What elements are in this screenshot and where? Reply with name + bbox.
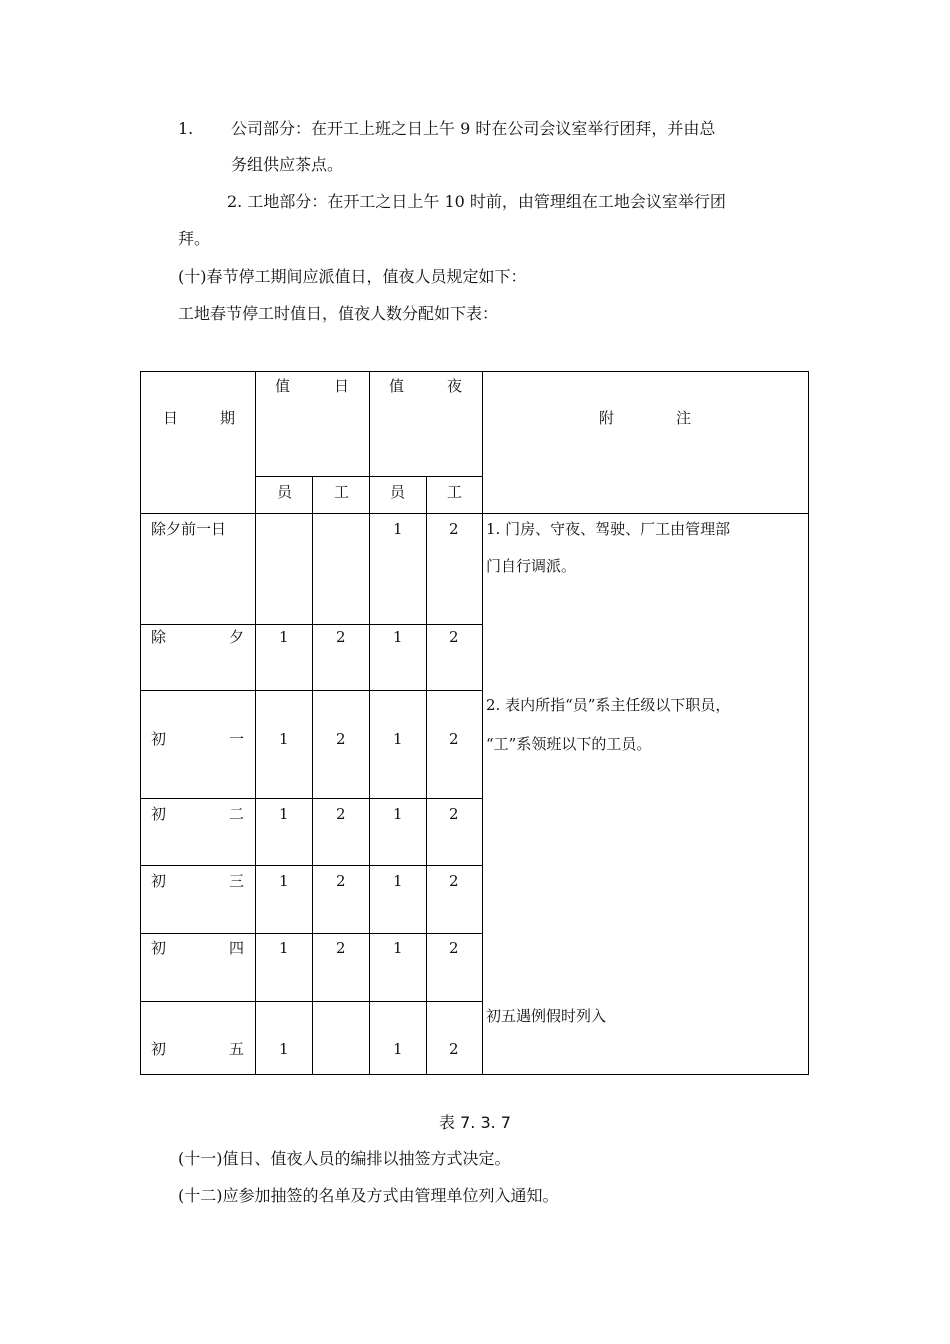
item1-number: 1. xyxy=(178,119,194,138)
table-row-2-date-b: 一 xyxy=(229,730,245,748)
table-row-6-day-staff: 1 xyxy=(279,1040,289,1058)
header-date-a: 日 xyxy=(163,409,179,427)
table-row-6-date-b: 五 xyxy=(229,1040,245,1058)
item2-line1: 2. 工地部分：在开工之日上午 10 时前，由管理组在工地会议室举行团 xyxy=(227,192,726,211)
table-row-2-night-staff: 1 xyxy=(393,730,403,748)
header-day-b: 日 xyxy=(334,377,350,395)
table-row-6-date-a: 初 xyxy=(151,1040,167,1058)
table-row-2-night-worker: 2 xyxy=(449,730,459,748)
table-row-5-date-b: 四 xyxy=(229,939,245,957)
header-notes-b: 注 xyxy=(676,409,692,427)
table-intro: 工地春节停工时值日，值夜人数分配如下表： xyxy=(178,304,499,323)
header-night-a: 值 xyxy=(389,377,405,395)
note1-line2: 门自行调派。 xyxy=(486,557,577,575)
item12-paragraph: (十二)应参加抽签的名单及方式由管理单位列入通知。 xyxy=(178,1186,559,1205)
table-row-0-night-worker: 2 xyxy=(449,520,459,538)
item11-paragraph: (十一)值日、值夜人员的编排以抽签方式决定。 xyxy=(178,1149,511,1168)
table-row-0-day-worker-cell xyxy=(312,513,370,625)
table-row-6-night-staff-cell xyxy=(369,1001,427,1075)
table-row-1-night-staff: 1 xyxy=(393,628,403,646)
header-notes-a: 附 xyxy=(599,409,615,427)
table-row-0-night-staff: 1 xyxy=(393,520,403,538)
table-row-1-day-staff: 1 xyxy=(279,628,289,646)
table-caption: 表 7. 3. 7 xyxy=(439,1113,511,1132)
header-date-cell xyxy=(140,371,256,514)
table-row-1-date-b: 夕 xyxy=(229,628,245,646)
table-row-3-date-a: 初 xyxy=(151,805,167,823)
table-row-6-night-staff: 1 xyxy=(393,1040,403,1058)
item10-paragraph: (十)春节停工期间应派值日，值夜人员规定如下： xyxy=(178,267,527,286)
table-row-3-night-worker: 2 xyxy=(449,805,459,823)
table-row-4-night-worker: 2 xyxy=(449,872,459,890)
table-row-3-day-worker: 2 xyxy=(336,805,346,823)
sub-night-worker: 工 xyxy=(447,483,463,501)
table-row-4-night-staff: 1 xyxy=(393,872,403,890)
table-row-5-day-staff: 1 xyxy=(279,939,289,957)
sub-day-worker: 工 xyxy=(334,483,350,501)
table-row-3-day-staff: 1 xyxy=(279,805,289,823)
table-row-5-day-worker: 2 xyxy=(336,939,346,957)
item2-line2: 拜。 xyxy=(178,229,211,248)
table-row-2-day-staff: 1 xyxy=(279,730,289,748)
header-date-b: 期 xyxy=(220,409,236,427)
note2-line2: “工”系领班以下的工员。 xyxy=(486,735,652,753)
table-row-1-night-worker: 2 xyxy=(449,628,459,646)
table-row-4-day-worker: 2 xyxy=(336,872,346,890)
sub-night-staff: 员 xyxy=(390,483,406,501)
note3: 初五遇例假时列入 xyxy=(486,1007,607,1025)
table-row-4-date-b: 三 xyxy=(229,872,245,890)
table-row-5-night-staff: 1 xyxy=(393,939,403,957)
header-notes-cell xyxy=(482,371,809,514)
item1-line1: 公司部分：在开工上班之日上午 9 时在公司会议室举行团拜，并由总 xyxy=(231,119,716,138)
header-night-cell xyxy=(369,371,483,477)
table-row-3-date-b: 二 xyxy=(229,805,245,823)
table-row-6-day-staff-cell xyxy=(255,1001,313,1075)
table-row-4-date-a: 初 xyxy=(151,872,167,890)
header-night-b: 夜 xyxy=(447,377,463,395)
table-row-1-day-worker: 2 xyxy=(336,628,346,646)
duty-table xyxy=(141,372,809,1075)
table-row-6-night-worker: 2 xyxy=(449,1040,459,1058)
note2-line1: 2. 表内所指“员”系主任级以下职员， xyxy=(486,696,731,714)
table-row-6-night-worker-cell xyxy=(426,1001,483,1075)
table-row-6-day-worker-cell xyxy=(312,1001,370,1075)
table-row-2-day-worker: 2 xyxy=(336,730,346,748)
table-row-2-date-a: 初 xyxy=(151,730,167,748)
table-row-5-date-a: 初 xyxy=(151,939,167,957)
notes-cell xyxy=(482,513,809,1075)
table-row-3-night-staff: 1 xyxy=(393,805,403,823)
sub-day-staff: 员 xyxy=(277,483,293,501)
table-row-0-date: 除夕前一日 xyxy=(151,520,227,538)
table-row-0-day-staff-cell xyxy=(255,513,313,625)
table-row-5-night-worker: 2 xyxy=(449,939,459,957)
header-day-cell xyxy=(255,371,370,477)
table-row-1-date-a: 除 xyxy=(151,628,167,646)
table-row-4-day-staff: 1 xyxy=(279,872,289,890)
table-row-6-date-cell xyxy=(140,1001,256,1075)
note1-line1: 1. 门房、守夜、驾驶、厂工由管理部 xyxy=(486,520,731,538)
header-day-a: 值 xyxy=(275,377,291,395)
item1-line2: 务组供应茶点。 xyxy=(231,155,344,174)
